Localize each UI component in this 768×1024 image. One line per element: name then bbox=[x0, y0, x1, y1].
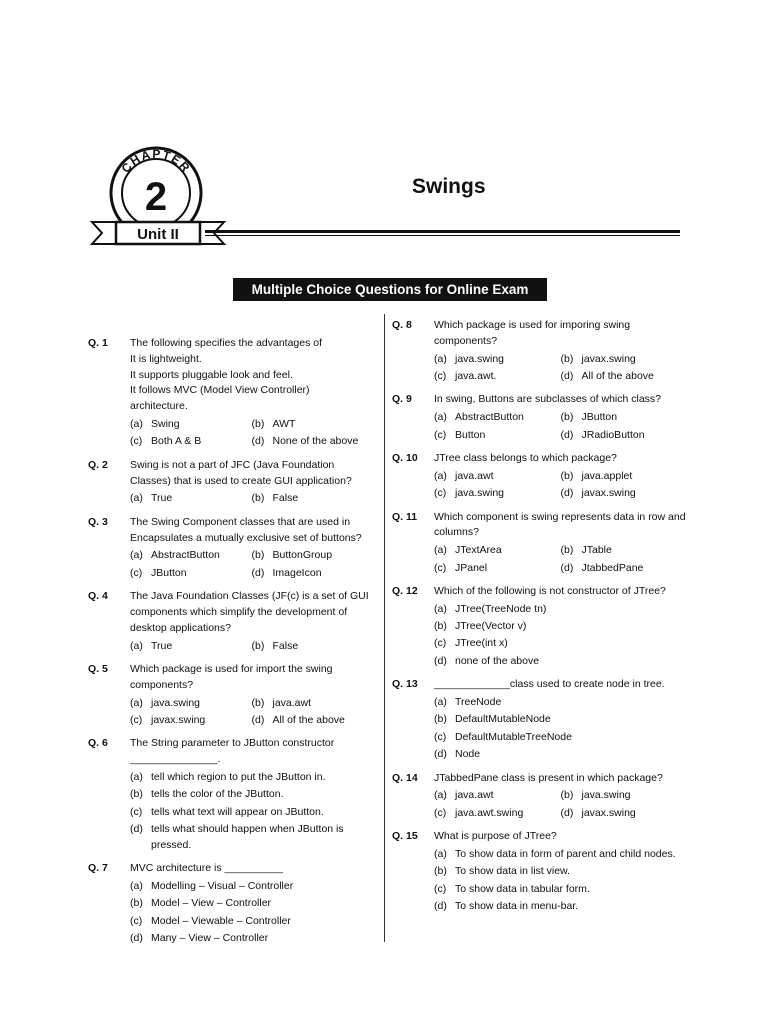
option-label: (a) bbox=[130, 696, 143, 709]
chapter-emblem bbox=[88, 140, 228, 260]
left-question-column bbox=[88, 336, 373, 955]
chapter-title: Swings bbox=[412, 175, 486, 198]
question-text: In swing, Buttons are subclasses of which class? bbox=[434, 393, 662, 406]
answer-option bbox=[130, 787, 373, 803]
option-text: Model – Viewable – Controller bbox=[151, 914, 291, 927]
answer-option bbox=[434, 352, 561, 368]
answer-option bbox=[130, 896, 373, 912]
answer-options bbox=[130, 879, 373, 949]
question-text: _____________class used to create node in tree. bbox=[434, 678, 665, 691]
chapter-number: 2 bbox=[144, 175, 168, 219]
option-label: (d) bbox=[130, 932, 143, 945]
answer-options bbox=[130, 639, 373, 656]
option-label: (c) bbox=[434, 561, 447, 574]
answer-option bbox=[434, 619, 687, 635]
answer-option bbox=[434, 486, 561, 502]
option-label: (b) bbox=[560, 544, 574, 557]
question-text: Which package is used for imporing swing components? bbox=[434, 319, 631, 347]
question-text: Which component is swing represents data in row and columns? bbox=[434, 510, 686, 539]
question-number: Q. 7 bbox=[88, 862, 108, 875]
answer-option bbox=[434, 602, 687, 618]
answer-option bbox=[561, 428, 688, 444]
option-label: (b) bbox=[434, 713, 447, 726]
answer-option bbox=[561, 543, 688, 559]
option-text: Button bbox=[455, 428, 486, 441]
option-label: (d) bbox=[560, 487, 574, 500]
question bbox=[392, 451, 687, 504]
chapter-word: CHAPTER bbox=[118, 146, 194, 176]
option-text: AWT bbox=[272, 417, 296, 430]
answer-option bbox=[130, 879, 373, 895]
question-text: The following specifies the advantages of It is lightweight. It supports pluggable look and feel. It follows MVC (Model View Controller) architecture. bbox=[130, 337, 323, 413]
option-text: AbstractButton bbox=[455, 411, 524, 424]
option-text: Both A & B bbox=[151, 435, 202, 448]
option-text: DefaultMutableNode bbox=[455, 713, 551, 726]
answer-option bbox=[130, 822, 373, 854]
option-text: java.awt bbox=[455, 469, 494, 482]
question-text: The String parameter to JButton constructor _______________. bbox=[130, 737, 335, 766]
option-text: True bbox=[151, 492, 173, 505]
option-label: (a) bbox=[130, 770, 143, 783]
option-label: (d) bbox=[560, 369, 574, 382]
option-label: (b) bbox=[251, 696, 265, 709]
option-text: java.swing bbox=[581, 789, 631, 802]
option-text: To show data in tabular form. bbox=[455, 882, 590, 895]
question-text: JTabbedPane class is present in which package? bbox=[434, 771, 663, 784]
question bbox=[88, 336, 373, 452]
answer-option bbox=[252, 491, 374, 507]
question-text: Which package is used for import the swing components? bbox=[130, 662, 333, 691]
answer-options bbox=[130, 696, 373, 731]
question bbox=[88, 736, 373, 855]
answer-options bbox=[130, 417, 373, 452]
option-label: (c) bbox=[434, 882, 447, 895]
option-text: DefaultMutableTreeNode bbox=[455, 730, 572, 743]
option-label: (a) bbox=[130, 492, 143, 505]
option-text: javax.swing bbox=[581, 487, 636, 500]
option-label: (b) bbox=[560, 352, 574, 365]
answer-option bbox=[130, 548, 252, 564]
option-label: (b) bbox=[434, 865, 447, 878]
answer-option bbox=[130, 417, 252, 433]
question-number: Q. 10 bbox=[392, 451, 418, 464]
answer-option bbox=[561, 469, 688, 485]
question bbox=[88, 458, 373, 509]
option-text: java.swing bbox=[151, 696, 201, 709]
option-label: (b) bbox=[560, 411, 574, 424]
question bbox=[392, 584, 687, 671]
option-text: java.applet bbox=[581, 469, 633, 482]
option-label: (b) bbox=[130, 897, 143, 910]
question-number: Q. 9 bbox=[392, 393, 412, 406]
question bbox=[88, 861, 373, 948]
question-number: Q. 12 bbox=[392, 584, 418, 597]
option-text: tells what should happen when JButton is pressed. bbox=[151, 823, 344, 851]
option-text: Many – View – Controller bbox=[151, 932, 269, 945]
option-text: None of the above bbox=[272, 435, 359, 448]
option-label: (c) bbox=[130, 435, 143, 448]
option-text: To show data in list view. bbox=[455, 865, 570, 878]
column-divider bbox=[384, 314, 385, 942]
answer-option bbox=[434, 369, 561, 385]
option-label: (b) bbox=[560, 469, 574, 482]
option-label: (a) bbox=[434, 411, 447, 424]
answer-option bbox=[561, 788, 688, 804]
answer-option bbox=[434, 806, 561, 822]
option-text: JPanel bbox=[455, 561, 488, 574]
question-number: Q. 2 bbox=[88, 458, 108, 471]
answer-option bbox=[130, 696, 252, 712]
option-text: JRadioButton bbox=[581, 428, 645, 441]
option-label: (a) bbox=[130, 417, 143, 430]
option-text: TreeNode bbox=[455, 696, 502, 709]
answer-option bbox=[434, 469, 561, 485]
option-text: True bbox=[151, 639, 173, 652]
question bbox=[392, 510, 687, 578]
answer-options bbox=[434, 469, 687, 504]
question bbox=[88, 662, 373, 730]
answer-option bbox=[252, 548, 374, 564]
right-question-column bbox=[392, 318, 687, 923]
answer-option bbox=[434, 788, 561, 804]
option-text: none of the above bbox=[455, 654, 540, 667]
option-text: ButtonGroup bbox=[272, 549, 333, 562]
question-number: Q. 13 bbox=[392, 678, 418, 691]
option-label: (b) bbox=[251, 549, 265, 562]
option-text: java.swing bbox=[455, 352, 505, 365]
question-text: What is purpose of JTree? bbox=[434, 830, 557, 843]
option-label: (d) bbox=[434, 654, 447, 667]
option-text: JButton bbox=[151, 566, 187, 579]
option-text: JButton bbox=[581, 411, 618, 424]
answer-option bbox=[434, 428, 561, 444]
option-label: (a) bbox=[434, 544, 447, 557]
answer-options bbox=[434, 695, 687, 765]
option-label: (b) bbox=[130, 788, 143, 801]
option-text: JtabbedPane bbox=[581, 561, 644, 574]
option-text: False bbox=[272, 639, 299, 652]
option-text: Swing bbox=[151, 417, 180, 430]
answer-option bbox=[252, 434, 374, 450]
question-number: Q. 8 bbox=[392, 319, 412, 331]
option-label: (d) bbox=[251, 435, 265, 448]
option-label: (c) bbox=[434, 369, 447, 382]
option-label: (a) bbox=[130, 639, 143, 652]
question bbox=[392, 771, 687, 824]
answer-option bbox=[252, 696, 374, 712]
answer-option bbox=[434, 543, 561, 559]
option-text: All of the above bbox=[581, 369, 654, 382]
answer-options bbox=[130, 548, 373, 583]
answer-option bbox=[130, 914, 373, 930]
option-label: (c) bbox=[434, 487, 447, 500]
question-text: The Swing Component classes that are used in Encapsulates a mutually exclusive set of buttons? bbox=[130, 515, 362, 544]
question-text: Swing is not a part of JFC (Java Foundation Classes) that is used to create GUI application? bbox=[130, 458, 352, 487]
question bbox=[392, 392, 687, 445]
answer-option bbox=[561, 410, 688, 426]
option-text: AbstractButton bbox=[151, 549, 220, 562]
answer-option bbox=[130, 566, 252, 582]
option-label: (d) bbox=[434, 748, 447, 761]
option-label: (c) bbox=[434, 637, 447, 650]
answer-option bbox=[434, 712, 687, 728]
answer-option bbox=[561, 369, 688, 385]
answer-option bbox=[434, 695, 687, 711]
option-text: Node bbox=[455, 748, 481, 761]
answer-option bbox=[130, 491, 252, 507]
answer-option bbox=[130, 805, 373, 821]
question-text: JTree class belongs to which package? bbox=[434, 451, 617, 464]
answer-option bbox=[130, 931, 373, 947]
answer-options bbox=[434, 352, 687, 387]
option-text: java.awt bbox=[455, 789, 494, 802]
option-text: JTree(int x) bbox=[455, 637, 508, 650]
option-label: (a) bbox=[434, 352, 447, 365]
option-text: All of the above bbox=[272, 713, 345, 726]
answer-option bbox=[561, 561, 688, 577]
option-label: (c) bbox=[434, 806, 447, 819]
option-text: java.swing bbox=[455, 487, 505, 500]
option-text: java.awt.swing bbox=[455, 806, 524, 819]
question-text: MVC architecture is __________ bbox=[130, 862, 283, 875]
option-text: javax.swing bbox=[581, 806, 636, 819]
answer-options bbox=[130, 770, 373, 855]
option-label: (b) bbox=[251, 417, 265, 430]
option-text: tells what text will appear on JButton. bbox=[151, 805, 324, 818]
option-label: (b) bbox=[251, 492, 265, 505]
option-text: javax.swing bbox=[581, 352, 636, 365]
option-label: (a) bbox=[434, 696, 447, 709]
answer-options bbox=[130, 491, 373, 508]
answer-option bbox=[130, 434, 252, 450]
option-text: tell which region to put the JButton in. bbox=[151, 770, 326, 783]
option-text: javax.swing bbox=[151, 713, 206, 726]
answer-option bbox=[561, 486, 688, 502]
option-label: (d) bbox=[434, 900, 447, 913]
option-text: JTextArea bbox=[455, 544, 502, 557]
answer-option bbox=[434, 882, 687, 898]
answer-options bbox=[434, 847, 687, 917]
option-label: (d) bbox=[560, 428, 574, 441]
option-text: JTree(TreeNode tn) bbox=[455, 602, 547, 615]
title-rule bbox=[205, 230, 680, 233]
question bbox=[392, 829, 687, 916]
option-text: JTable bbox=[581, 544, 612, 557]
answer-option bbox=[434, 730, 687, 746]
option-label: (a) bbox=[130, 549, 143, 562]
question bbox=[392, 318, 687, 386]
answer-options bbox=[434, 788, 687, 823]
option-label: (b) bbox=[560, 789, 574, 802]
answer-option bbox=[434, 410, 561, 426]
option-text: JTree(Vector v) bbox=[455, 620, 527, 633]
question-text: The Java Foundation Classes (JF(c) is a set of GUI components which simplify the development of desktop applications? bbox=[130, 590, 369, 634]
option-label: (d) bbox=[130, 823, 143, 836]
option-text: To show data in menu-bar. bbox=[455, 900, 579, 913]
question-number: Q. 5 bbox=[88, 662, 108, 675]
answer-option bbox=[561, 352, 688, 368]
answer-option bbox=[561, 806, 688, 822]
answer-option bbox=[252, 713, 374, 729]
answer-option bbox=[434, 899, 687, 915]
answer-option bbox=[434, 561, 561, 577]
option-text: ImageIcon bbox=[272, 566, 322, 579]
title-rule-thin bbox=[205, 235, 680, 236]
option-label: (a) bbox=[434, 848, 447, 860]
option-label: (c) bbox=[130, 566, 143, 579]
option-label: (c) bbox=[434, 730, 447, 743]
section-banner: Multiple Choice Questions for Online Exam bbox=[233, 278, 547, 301]
option-label: (c) bbox=[130, 713, 143, 726]
option-text: To show data in form of parent and child nodes. bbox=[455, 848, 676, 860]
answer-option bbox=[252, 566, 374, 582]
question bbox=[88, 515, 373, 583]
answer-option bbox=[130, 713, 252, 729]
option-label: (a) bbox=[434, 602, 447, 615]
option-label: (a) bbox=[434, 469, 447, 482]
option-label: (d) bbox=[251, 713, 265, 726]
question bbox=[88, 589, 373, 656]
answer-options bbox=[434, 543, 687, 578]
option-text: java.awt bbox=[272, 696, 312, 709]
answer-option bbox=[434, 636, 687, 652]
option-text: Model – View – Controller bbox=[151, 897, 272, 910]
option-label: (c) bbox=[130, 805, 143, 818]
option-label: (d) bbox=[560, 561, 574, 574]
answer-option bbox=[130, 770, 373, 786]
question-number: Q. 11 bbox=[392, 510, 418, 523]
answer-options bbox=[434, 410, 687, 445]
question bbox=[392, 677, 687, 764]
answer-option bbox=[434, 747, 687, 763]
option-label: (b) bbox=[251, 639, 265, 652]
question-number: Q. 1 bbox=[88, 337, 108, 349]
option-label: (c) bbox=[130, 914, 143, 927]
question-number: Q. 3 bbox=[88, 515, 108, 528]
answer-option bbox=[130, 639, 252, 655]
question-number: Q. 15 bbox=[392, 830, 418, 843]
option-text: tells the color of the JButton. bbox=[151, 788, 284, 801]
question-number: Q. 6 bbox=[88, 737, 108, 750]
answer-option bbox=[434, 847, 687, 863]
answer-options bbox=[434, 602, 687, 672]
option-label: (d) bbox=[251, 566, 265, 579]
option-label: (c) bbox=[434, 428, 447, 441]
question-number: Q. 14 bbox=[392, 771, 418, 784]
option-label: (b) bbox=[434, 620, 447, 633]
option-label: (d) bbox=[560, 806, 574, 819]
question-text: Which of the following is not constructor of JTree? bbox=[434, 584, 666, 597]
question-number: Q. 4 bbox=[88, 590, 108, 603]
unit-label: Unit II bbox=[137, 226, 179, 243]
answer-option bbox=[252, 639, 374, 655]
answer-option bbox=[252, 417, 374, 433]
option-text: Modelling – Visual – Controller bbox=[151, 880, 294, 893]
option-label: (a) bbox=[130, 880, 143, 893]
option-text: java.awt. bbox=[455, 369, 497, 382]
answer-option bbox=[434, 654, 687, 670]
option-label: (a) bbox=[434, 789, 447, 802]
option-text: False bbox=[272, 492, 299, 505]
answer-option bbox=[434, 864, 687, 880]
